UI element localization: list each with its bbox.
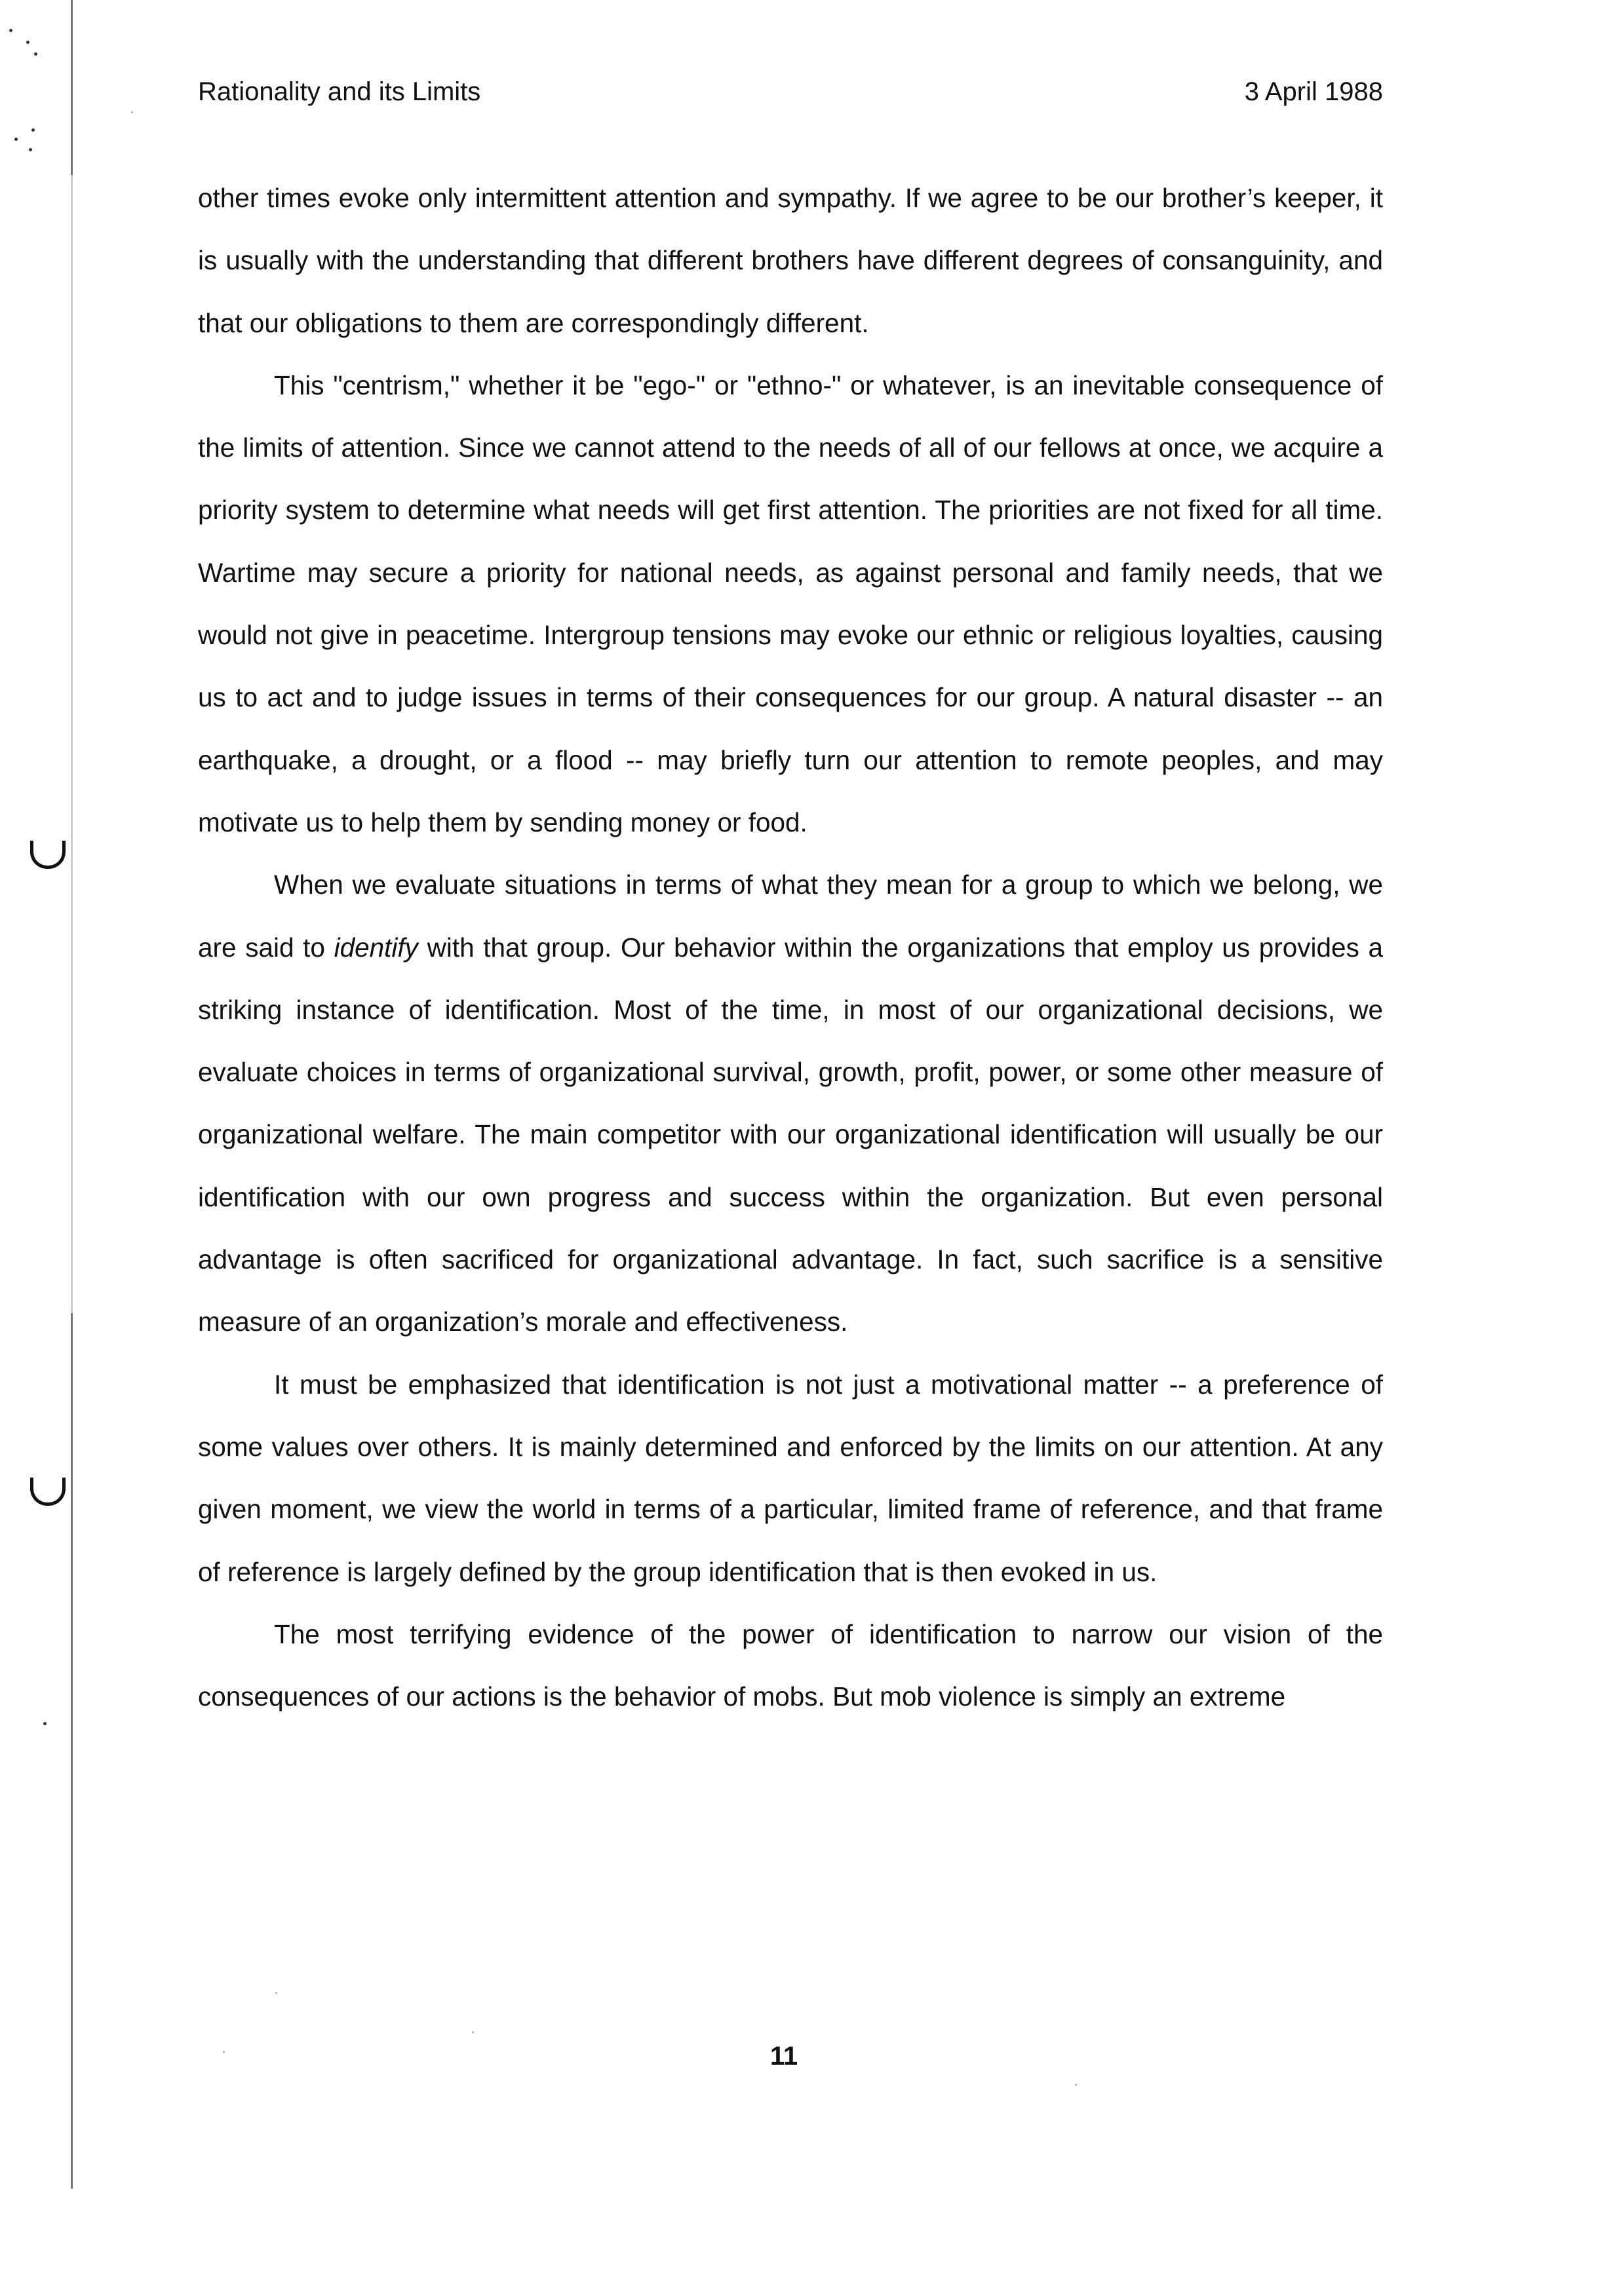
scan-speck bbox=[9, 29, 12, 32]
scan-speck bbox=[34, 52, 37, 56]
running-head-title: Rationality and its Limits bbox=[198, 77, 481, 106]
scan-speck bbox=[131, 111, 133, 113]
scan-speck bbox=[472, 2031, 474, 2033]
paragraph-mobs: The most terrifying evidence of the power of identification to narrow our vision of the consequences of our actions is the behavior of mobs. But mob violence is simply an extreme bbox=[198, 1618, 1383, 1712]
binding-edge-line bbox=[71, 0, 73, 2189]
scan-speck bbox=[31, 128, 35, 132]
punch-hole-mark bbox=[30, 841, 66, 869]
scan-speck bbox=[29, 148, 32, 151]
paragraph-centrism: This "centrism," whether it be "ego-" or "ethno-" or whatever, is an inevitable consequence of the limits of attention. Since we cannot attend to the needs of all of our fellows at once, we acquire a priority system to determine what needs will get first attention. The priorities are not fixed for all time. Wartime may secure a priority for national needs, as against personal and family needs, that we would not give in peacetime. Intergroup tensions may evoke our ethnic or religious loyalties, causing us to act and to judge issues in terms of their consequences for our group. A natural disaster -- an earthquake, a drought, or a flood -- may briefly turn our attention to remote peoples, and may motivate us to help them by sending money or food. bbox=[198, 370, 1383, 837]
scan-speck bbox=[43, 1722, 47, 1725]
paragraph-continued: other times evoke only intermittent attention and sympathy. If we agree to be our brother’s keeper, it is usually with the understanding that different brothers have different degrees of consanguinity, and that our obligations to them are correspondingly different. bbox=[198, 183, 1383, 338]
running-header bbox=[198, 72, 1383, 111]
italic-term-identify: identify bbox=[334, 932, 418, 963]
running-head-date: 3 April 1988 bbox=[1244, 77, 1383, 106]
scan-speck bbox=[1075, 2084, 1077, 2086]
punch-hole-mark bbox=[30, 1478, 66, 1506]
paragraph-identification bbox=[198, 854, 1383, 1353]
paragraph-text: with that group. Our behavior within the organizations that employ us provides a striking instance of identification. Most of the time, in most of our organizational decisions, we evaluate choices in terms of organizational survival, growth, profit, power, or some other measure of organizational welfare. The main competitor with our organizational identification will usually be our identification with our own progress and success within the organization. But even personal advantage is often sacrificed for organizational advantage. In fact, such sacrifice is a sensitive measure of an organization’s morale and effectiveness. bbox=[198, 932, 1383, 1337]
scan-speck bbox=[275, 1992, 277, 1994]
scan-speck bbox=[14, 138, 18, 141]
scan-speck bbox=[26, 41, 29, 44]
paragraph-attention-limits: It must be emphasized that identification is not just a motivational matter -- a preference of some values over others. It is mainly determined and enforced by the limits on our attention. At any given moment, we view the world in terms of a particular, limited frame of reference, and that frame of reference is largely defined by the group identification that is then evoked in us. bbox=[198, 1369, 1383, 1587]
page-number: 11 bbox=[769, 2042, 798, 2071]
paragraph-text: When we evaluate situations in terms of what they mean for a group to which we belong, we are said to bbox=[198, 870, 1383, 963]
body-text bbox=[198, 167, 1383, 1728]
